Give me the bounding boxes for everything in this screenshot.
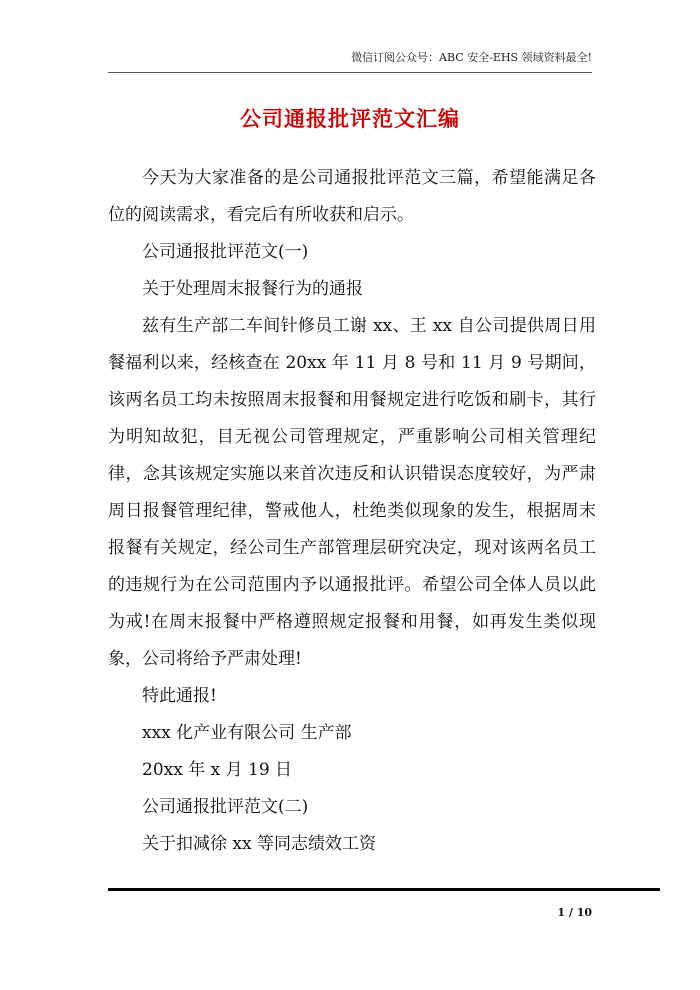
header-divider (108, 72, 592, 73)
sample-2-subject: 关于扣减徐 xx 等同志绩效工资 (142, 834, 376, 854)
sample-1-body: 兹有生产部二车间针修员工谢 xx、王 xx 自公司提供周日用餐福利以来，经核查在 20xx 年 11 月 8 号和 11 月 9 号期间，该两名员工均未按照周末报餐和用餐规定进行吃饭和刷卡，其行为明知故犯，目无视公司管理规定，严重影响公司相关管理纪律，念其该规定实施以来首次违反和认识错误态度较好，为严肃周日报餐管理纪律，警戒他人，杜绝类似现象的发生，根据周末报餐有关规定，经公司生产部管理层研究决定，现对该两名员工的违规行为在公司范围内予以通报批评。希望公司全体人员以此为戒!在周末报餐中严格遵照规定报餐和用餐，如再发生类似现象，公司将给予严肃处理! (108, 316, 596, 669)
footer-divider (108, 888, 660, 891)
signature-line: xxx 化产业有限公司 生产部 (142, 723, 352, 743)
sample-2-heading: 公司通报批评范文(二) (142, 797, 309, 817)
sample-1-subject: 关于处理周末报餐行为的通报 (142, 279, 363, 299)
header-note: 微信订阅公众号：ABC 安全-EHS 领域资料最全! (351, 51, 592, 64)
document-body (108, 160, 596, 863)
page-number: 1 / 10 (557, 906, 592, 919)
sample-1-heading: 公司通报批评范文(一) (142, 242, 309, 262)
document-title: 公司通报批评范文汇编 (240, 106, 460, 131)
date-line: 20xx 年 x 月 19 日 (142, 760, 293, 780)
intro-paragraph: 今天为大家准备的是公司通报批评范文三篇，希望能满足各位的阅读需求，看完后有所收获和启示。 (108, 168, 596, 225)
closing-line: 特此通报! (142, 686, 217, 706)
